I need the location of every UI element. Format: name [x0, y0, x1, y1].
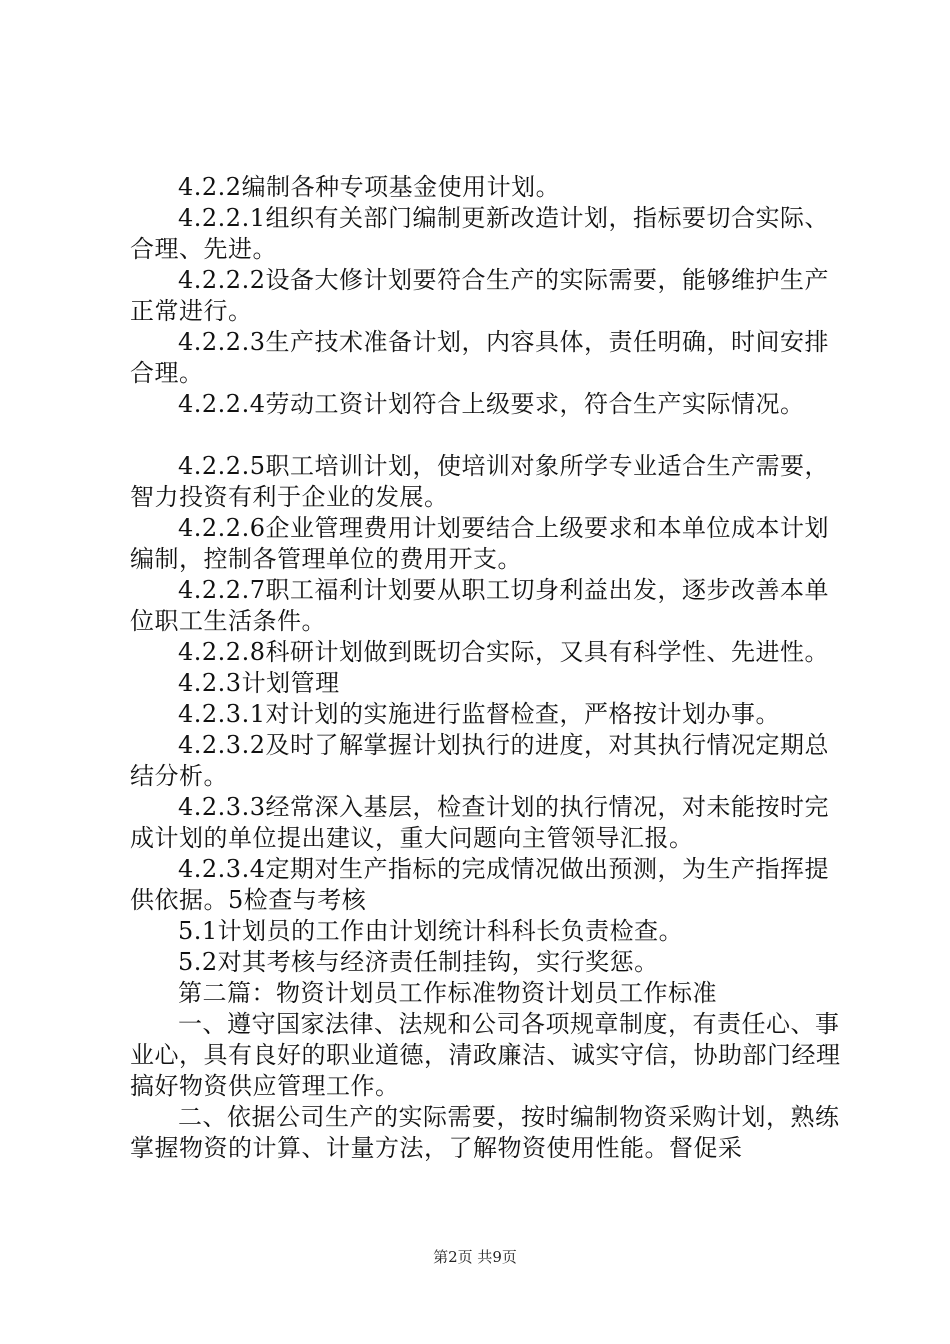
paragraph: 二、依据公司生产的实际需要，按时编制物资采购计划，熟练掌握物资的计算、计量方法，了解物资使用性能。督促采 [130, 1103, 840, 1162]
paragraph: 4.2.3.4定期对生产指标的完成情况做出预测，为生产指挥提供依据。5检查与考核 [130, 855, 829, 914]
paragraph: 4.2.2.5职工培训计划，使培训对象所学专业适合生产需要，智力投资有利于企业的发展。 [130, 452, 829, 511]
paragraph: 4.2.2.6企业管理费用计划要结合上级要求和本单位成本计划编制，控制各管理单位的费用开支。 [130, 514, 829, 573]
chapter-heading: 第二篇：物资计划员工作标准物资计划员工作标准 [178, 979, 717, 1007]
paragraph: 4.2.2编制各种专项基金使用计划。 [178, 173, 561, 201]
paragraph: 4.2.2.3生产技术准备计划，内容具体，责任明确，时间安排合理。 [130, 328, 829, 387]
paragraph: 4.2.3.1对计划的实施进行监督检查，严格按计划办事。 [178, 700, 780, 728]
paragraph: 4.2.2.7职工福利计划要从职工切身利益出发，逐步改善本单位职工生活条件。 [130, 576, 829, 635]
document-body [130, 172, 852, 1164]
paragraph: 4.2.3.2及时了解掌握计划执行的进度，对其执行情况定期总结分析。 [130, 731, 829, 790]
paragraph: 4.2.3.3经常深入基层，检查计划的执行情况，对未能按时完成计划的单位提出建议，重大问题向主管领导汇报。 [130, 793, 829, 852]
paragraph: 4.2.2.1组织有关部门编制更新改造计划，指标要切合实际、合理、先进。 [130, 204, 829, 263]
page-number-footer: 第2页 共9页 [433, 1248, 517, 1266]
section-heading: 4.2.3计划管理 [178, 669, 340, 697]
paragraph: 4.2.2.2设备大修计划要符合生产的实际需要，能够维护生产正常进行。 [130, 266, 829, 325]
paragraph: 5.1计划员的工作由计划统计科科长负责检查。 [178, 917, 684, 945]
paragraph: 5.2对其考核与经济责任制挂钩，实行奖惩。 [178, 948, 659, 976]
paragraph: 一、遵守国家法律、法规和公司各项规章制度，有责任心、事业心，具有良好的职业道德，清政廉洁、诚实守信，协助部门经理搞好物资供应管理工作。 [130, 1010, 841, 1100]
paragraph: 4.2.2.8科研计划做到既切合实际，又具有科学性、先进性。 [178, 638, 829, 666]
paragraph: 4.2.2.4劳动工资计划符合上级要求，符合生产实际情况。 [178, 390, 805, 418]
